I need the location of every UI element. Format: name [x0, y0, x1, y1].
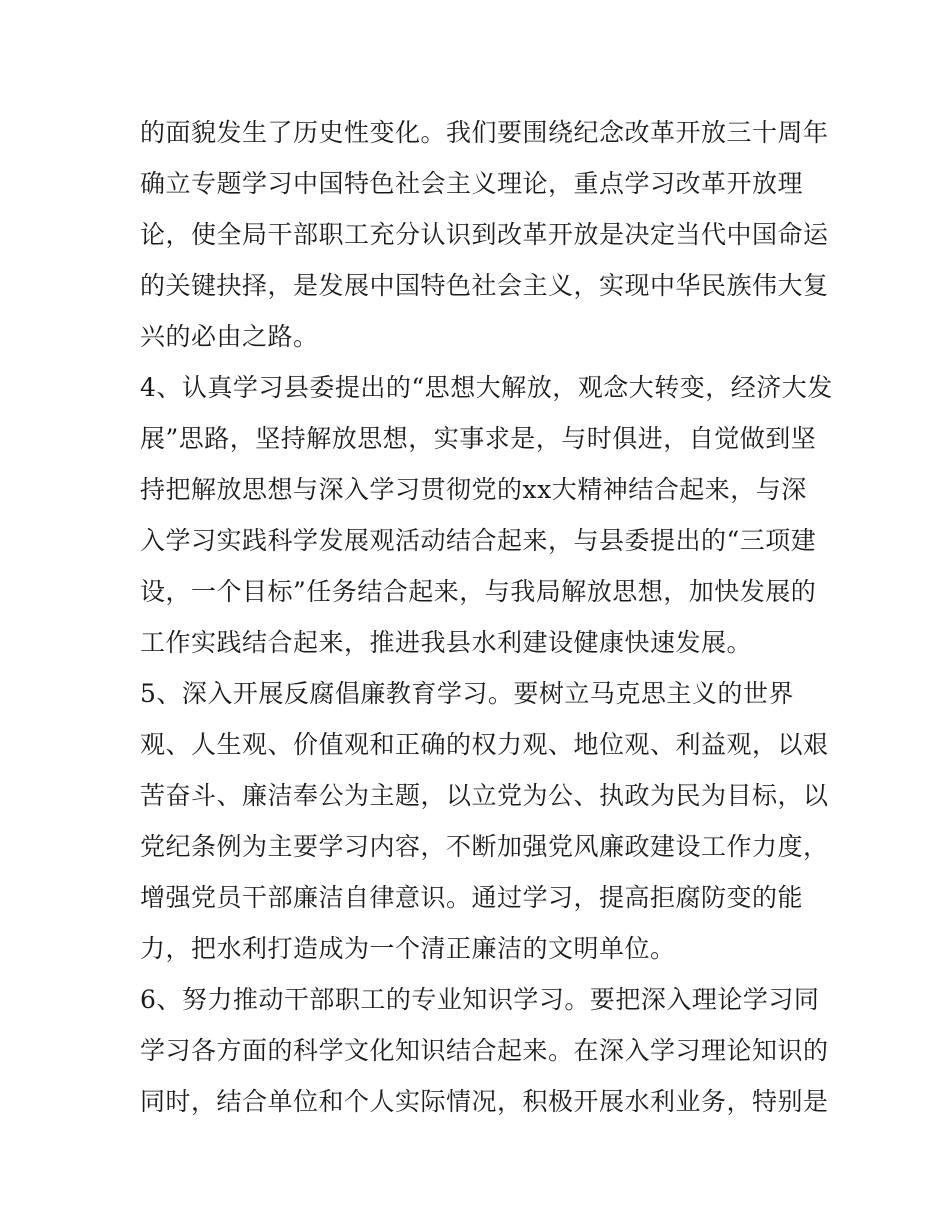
text-line: 观、人生观、价值观和正确的权力观、地位观、利益观，以艰 [140, 730, 829, 759]
text-line: 确立专题学习中国特色社会主义理论，重点学习改革开放理 [140, 169, 804, 198]
text-line: 的面貌发生了历史性变化。我们要围绕纪念改革开放三十周年 [140, 118, 829, 147]
text-line: 学习各方面的科学文化知识结合起来。在深入学习理论知识的 [140, 1036, 829, 1065]
text-line: 入学习实践科学发展观活动结合起来，与县委提出的“三项建 [140, 526, 817, 555]
text-line: 苦奋斗、廉洁奉公为主题，以立党为公、执政为民为目标，以 [140, 781, 829, 810]
text-line: 展”思路，坚持解放思想，实事求是，与时俱进，自觉做到坚 [140, 424, 817, 453]
text-line: 力，把水利打造成为一个清正廉洁的文明单位。 [140, 934, 676, 963]
text-line: 6、努力推动干部职工的专业知识学习。要把深入理论学习同 [140, 985, 820, 1014]
text-line: 4、认真学习县委提出的“思想大解放，观念大转变，经济大发 [140, 373, 833, 402]
text-line: 工作实践结合起来，推进我县水利建设健康快速发展。 [140, 628, 753, 657]
text-line: 设，一个目标”任务结合起来，与我局解放思想，加快发展的 [140, 577, 817, 606]
text-line: 增强党员干部廉洁自律意识。通过学习，提高拒腐防变的能 [140, 883, 804, 912]
text-line: 兴的必由之路。 [140, 322, 319, 351]
text-line: 党纪条例为主要学习内容，不断加强党风廉政建设工作力度， [140, 832, 829, 861]
text-line: 同时，结合单位和个人实际情况，积极开展水利业务，特别是 [140, 1087, 829, 1116]
text-line: 持把解放思想与深入学习贯彻党的xx大精神结合起来，与深 [140, 475, 807, 504]
text-line: 的关键抉择，是发展中国特色社会主义，实现中华民族伟大复 [140, 271, 829, 300]
text-line: 论，使全局干部职工充分认识到改革开放是决定当代中国命运 [140, 220, 829, 249]
document-body [140, 107, 833, 1127]
text-line: 5、深入开展反腐倡廉教育学习。要树立马克思主义的世界 [140, 679, 794, 708]
